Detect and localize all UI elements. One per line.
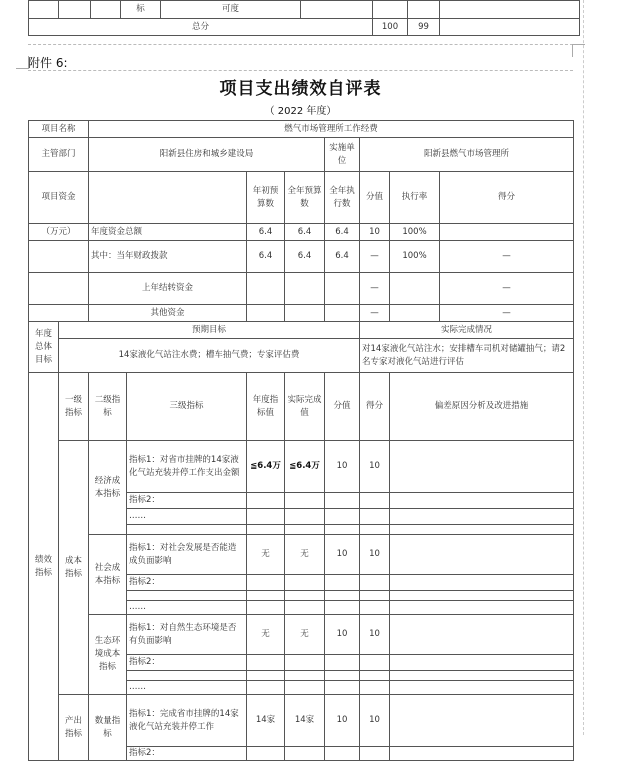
score-value: 10 [360, 535, 390, 575]
weight-value: 10 [325, 441, 360, 493]
indicator-text: 指标2： [127, 493, 247, 509]
indicator-text: 指标1：对省市挂牌的14家液化气站充装并停工作支出金额 [127, 441, 247, 493]
actual-value-label: 实际完成值 [285, 373, 325, 441]
indicator-more: …… [127, 681, 247, 695]
actual-value: 14家 [285, 695, 325, 747]
weight-value: 10 [325, 615, 360, 655]
cell-text: 可度 [161, 1, 301, 19]
crop-mark [572, 44, 585, 57]
weight-value: 10 [325, 695, 360, 747]
indicator-text: 指标2： [127, 655, 247, 671]
funds-cell: 6.4 [325, 224, 360, 241]
indicator-text: 指标1：对社会发展是否能造成负面影响 [127, 535, 247, 575]
cell-text: 标 [121, 1, 161, 19]
funds-cell: — [360, 305, 390, 322]
level2-label: 二级指标 [89, 373, 127, 441]
funds-cell: 100% [390, 224, 440, 241]
indicator-more: …… [127, 509, 247, 525]
total-score: 99 [408, 19, 440, 36]
funds-cell: — [360, 241, 390, 273]
target-value-label: 年度指标值 [247, 373, 285, 441]
funds-cell [440, 224, 574, 241]
level2-indicator-name: 经济成本指标 [89, 441, 127, 535]
funds-label: 项目资金 [29, 172, 89, 224]
level2-indicator-name: 数量指标 [89, 695, 127, 761]
previous-table-fragment [28, 0, 580, 36]
funds-cell: 6.4 [325, 241, 360, 273]
funds-cell: 6.4 [247, 224, 285, 241]
page-break-line [28, 44, 573, 45]
indicator-text: 指标1：对自然生态环境是否有负面影响 [127, 615, 247, 655]
col-annual-exec: 全年执行数 [325, 172, 360, 224]
output-indicator-label: 产出指标 [59, 695, 89, 761]
target-value: ≦6.4万 [247, 441, 285, 493]
expected-goal-label: 预期目标 [59, 322, 360, 339]
impl-label: 实施单位 [325, 138, 360, 172]
funds-row-name: 年度资金总额 [89, 224, 247, 241]
funds-cell: — [440, 305, 574, 322]
level2-indicator-name: 生态环境成本指标 [89, 615, 127, 695]
actual-value: 无 [285, 615, 325, 655]
actual-value: ≦6.4万 [285, 441, 325, 493]
level1-label: 一级指标 [59, 373, 89, 441]
actual-goal-label: 实际完成情况 [360, 322, 574, 339]
deviation-label: 偏差原因分析及改进措施 [390, 373, 574, 441]
funds-cell: 100% [390, 241, 440, 273]
year-label: （ 2022 年度） [264, 106, 337, 117]
funds-unit: （万元） [29, 224, 89, 241]
indicator-text: 指标1：完成省市挂牌的14家液化气站充装并停工作 [127, 695, 247, 747]
target-value: 无 [247, 535, 285, 575]
col-initial-budget: 年初预算数 [247, 172, 285, 224]
cost-indicator-label: 成本指标 [59, 441, 89, 695]
actual-value: 无 [285, 535, 325, 575]
indicator-more: …… [127, 601, 247, 615]
funds-cell: 10 [360, 224, 390, 241]
score-label: 得分 [360, 373, 390, 441]
funds-cell: — [440, 273, 574, 305]
funds-cell: 6.4 [285, 241, 325, 273]
funds-cell: — [360, 273, 390, 305]
expected-goal: 14家液化气站注水费；槽车抽气费；专家评估费 [59, 339, 360, 373]
indicator-text: 指标2： [127, 747, 247, 761]
funds-cell [285, 305, 325, 322]
target-value: 无 [247, 615, 285, 655]
total-full-score: 100 [373, 19, 408, 36]
impl-name: 阳新县燃气市场管理所 [360, 138, 574, 172]
funds-cell: 6.4 [247, 241, 285, 273]
col-weight: 分值 [360, 172, 390, 224]
page-break-line [28, 70, 573, 71]
funds-row-name: 其他资金 [89, 305, 247, 322]
actual-goal: 对14家液化气站注水；安排槽车司机对储罐抽气；请2名专家对液化气站进行评估 [360, 339, 574, 373]
attachment-label: 附件 6: [28, 56, 68, 70]
project-name-label: 项目名称 [29, 121, 89, 138]
project-name: 燃气市场管理所工作经费 [89, 121, 574, 138]
score-value: 10 [360, 615, 390, 655]
score-value: 10 [360, 441, 390, 493]
col-score: 得分 [440, 172, 574, 224]
funds-cell [390, 273, 440, 305]
dept-name: 阳新县住房和城乡建设局 [89, 138, 325, 172]
funds-cell [325, 273, 360, 305]
funds-cell [285, 273, 325, 305]
funds-cell [390, 305, 440, 322]
funds-row-name: 上年结转资金 [89, 273, 247, 305]
total-score-label: 总分 [29, 19, 373, 36]
funds-cell [325, 305, 360, 322]
page-margin-guide [583, 0, 584, 735]
funds-cell [247, 273, 285, 305]
funds-row-name: 其中：当年财政拨款 [89, 241, 247, 273]
level3-label: 三级指标 [127, 373, 247, 441]
col-annual-budget: 全年预算数 [285, 172, 325, 224]
weight-label: 分值 [325, 373, 360, 441]
weight-value: 10 [325, 535, 360, 575]
target-value: 14家 [247, 695, 285, 747]
annual-goal-label: 年度总体目标 [29, 322, 59, 373]
funds-cell: 6.4 [285, 224, 325, 241]
page-title: 项目支出绩效自评表 [219, 79, 382, 99]
funds-cell [247, 305, 285, 322]
dept-label: 主管部门 [29, 138, 89, 172]
indicator-text: 指标2： [127, 575, 247, 591]
level2-indicator-name: 社会成本指标 [89, 535, 127, 615]
col-exec-rate: 执行率 [390, 172, 440, 224]
funds-cell: — [440, 241, 574, 273]
score-value: 10 [360, 695, 390, 747]
performance-indicators-label: 绩效指标 [29, 373, 59, 761]
self-evaluation-table [28, 120, 574, 761]
